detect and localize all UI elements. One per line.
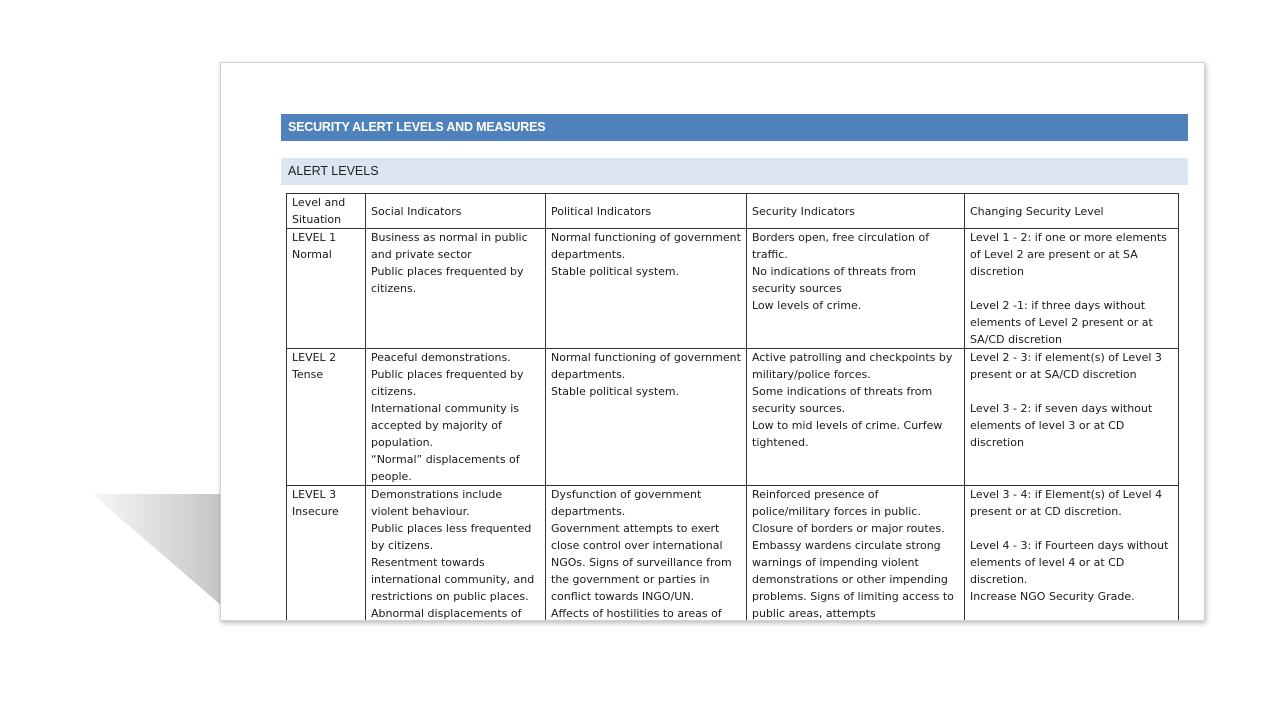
security-cell: Active patrolling and checkpoints by military/police forces. Some indications of threats from security sources. Low to mid levels of crime. Curfew tightened. (747, 349, 965, 486)
level-cell: LEVEL 1 Normal (287, 229, 366, 349)
security-cell: Borders open, free circulation of traffic. No indications of threats from security sources Low levels of crime. (747, 229, 965, 349)
table-row (287, 229, 1179, 349)
security-cell: Reinforced presence of police/military forces in public. Closure of borders or major routes. Embassy wardens circulate strong warnings of impending violent demonstrations or other impending problems. Signs of limiting access to public areas, attempts (747, 486, 965, 622)
changing-cell: Level 1 - 2: if one or more elements of Level 2 are present or at SA discretion Level 2 -1: if three days without elements of Level 2 present or at SA/CD discretion (965, 229, 1179, 349)
header-level: Level and Situation (287, 194, 366, 229)
header-changing: Changing Security Level (965, 194, 1179, 229)
changing-cell: Level 2 - 3: if element(s) of Level 3 present or at SA/CD discretion Level 3 - 2: if seven days without elements of level 3 or at CD discretion (965, 349, 1179, 486)
table-row (287, 486, 1179, 622)
document-page (220, 62, 1205, 621)
political-cell: Normal functioning of government departments. Stable political system. (546, 349, 747, 486)
changing-cell: Level 3 - 4: if Element(s) of Level 4 present or at CD discretion. Level 4 - 3: if Fourteen days without elements of level 4 or at CD discretion. Increase NGO Security Grade. (965, 486, 1179, 622)
section-title: ALERT LEVELS (281, 158, 1188, 185)
page-shadow (92, 494, 222, 606)
political-cell: Normal functioning of government departments. Stable political system. (546, 229, 747, 349)
header-security: Security Indicators (747, 194, 965, 229)
social-cell: Business as normal in public and private sector Public places frequented by citizens. (366, 229, 546, 349)
header-social: Social Indicators (366, 194, 546, 229)
table-row (287, 349, 1179, 486)
header-political: Political Indicators (546, 194, 747, 229)
political-cell: Dysfunction of government departments. Government attempts to exert close control over international NGOs. Signs of surveillance from the government or parties in conflict towards INGO/UN. Affects of hostilities to areas of (546, 486, 747, 622)
social-cell: Demonstrations include violent behaviour. Public places less frequented by citizens. Resentment towards international community, and restrictions on public places. Abnormal displacements of (366, 486, 546, 622)
level-cell: LEVEL 3 Insecure (287, 486, 366, 622)
document-title: SECURITY ALERT LEVELS AND MEASURES (281, 114, 1188, 141)
alert-levels-table (286, 193, 1179, 621)
level-cell: LEVEL 2 Tense (287, 349, 366, 486)
social-cell: Peaceful demonstrations. Public places frequented by citizens. International community is accepted by majority of population. “Normal” displacements of people. (366, 349, 546, 486)
table-header-row (287, 194, 1179, 229)
